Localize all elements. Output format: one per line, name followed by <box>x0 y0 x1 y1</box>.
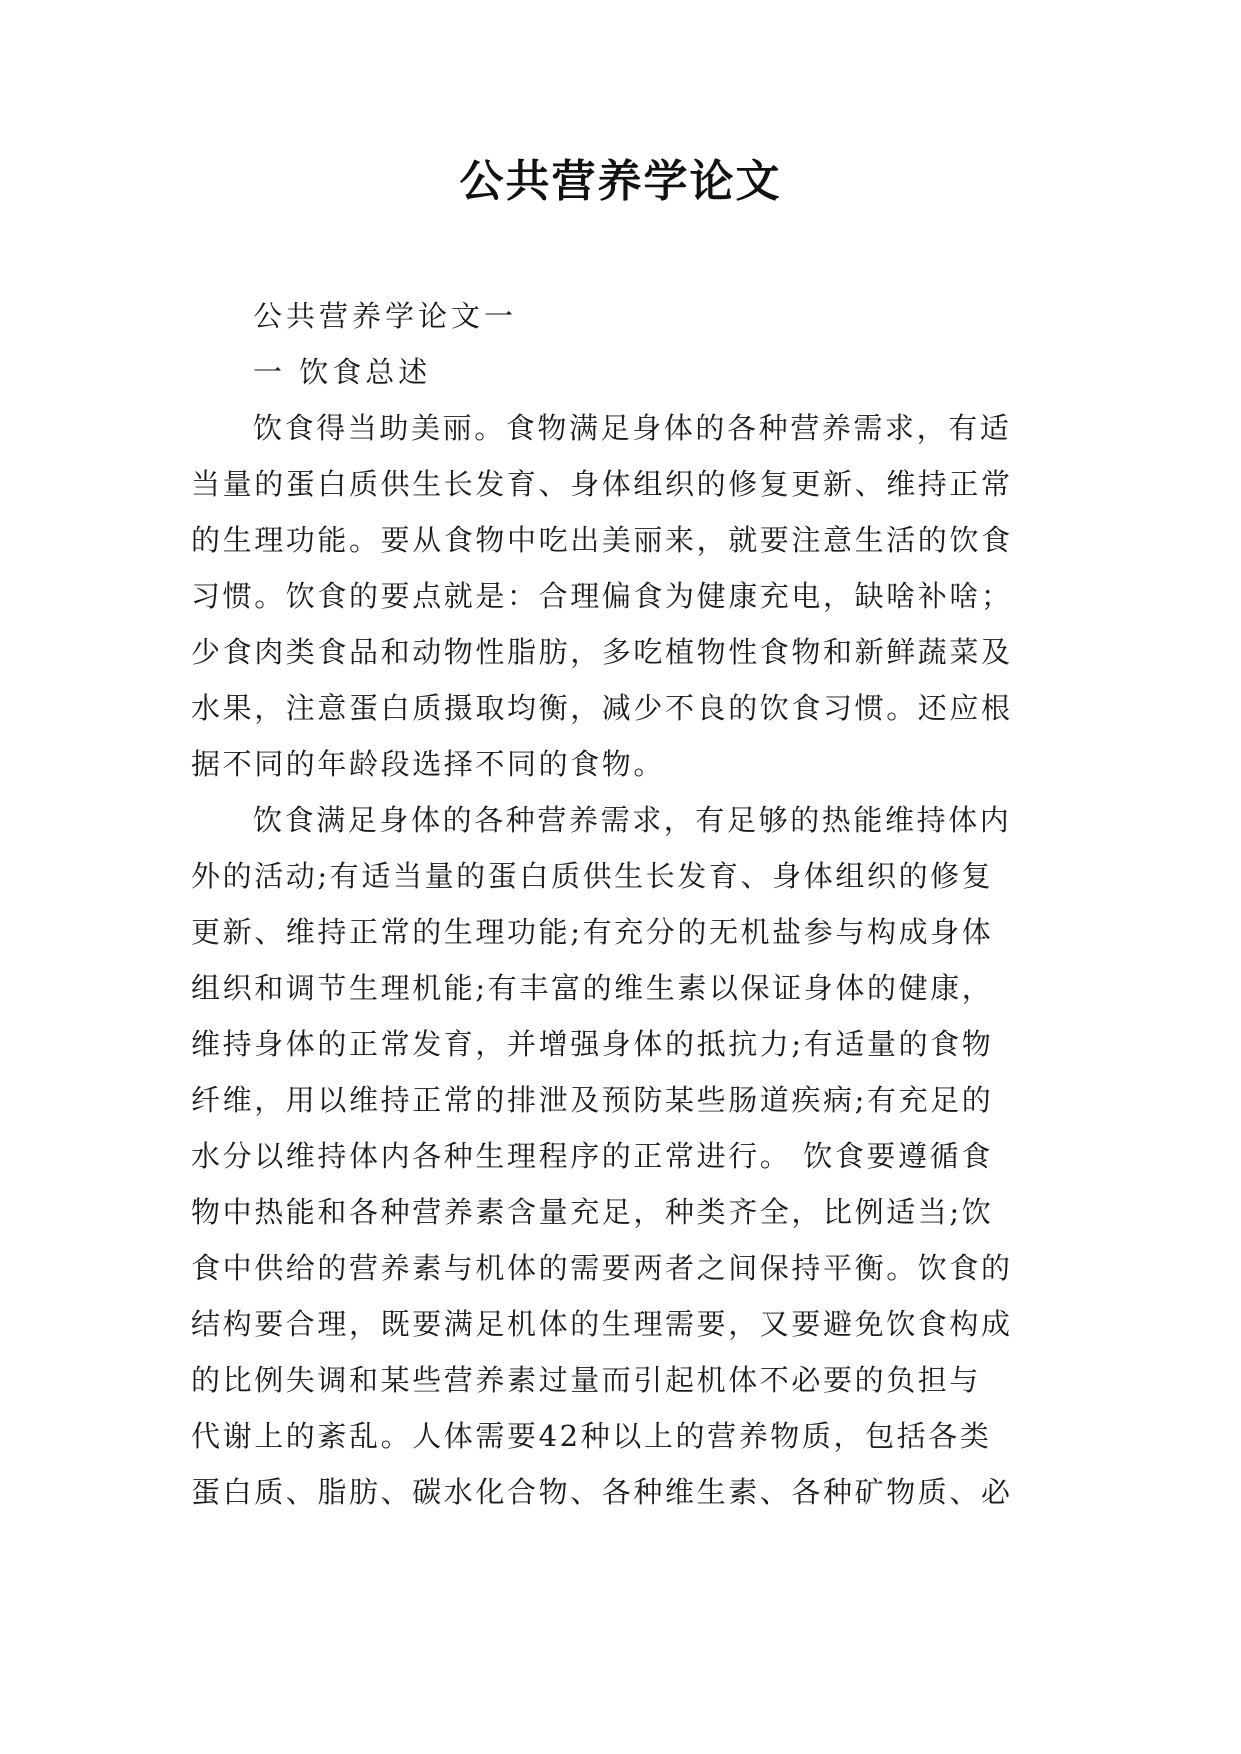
text-line: 当量的蛋白质供生长发育、身体组织的修复更新、维持正常 <box>191 467 1013 501</box>
text-line: 结构要合理，既要满足机体的生理需要，又要避免饮食构成 <box>191 1307 1013 1341</box>
text-line: 饮食满足身体的各种营养需求，有足够的热能维持体内 <box>253 803 1012 837</box>
text-line: 物中热能和各种营养素含量充足，种类齐全，比例适当;饮 <box>191 1195 994 1229</box>
text-line: 纤维，用以维持正常的排泄及预防某些肠道疾病;有充足的 <box>191 1083 994 1117</box>
text-line: 更新、维持正常的生理功能;有充分的无机盐参与构成身体 <box>191 915 994 949</box>
text-line: 水分以维持体内各种生理程序的正常进行。 饮食要遵循食 <box>191 1139 993 1173</box>
document-body <box>191 288 1053 1520</box>
text-line: 食中供给的营养素与机体的需要两者之间保持平衡。饮食的 <box>191 1251 1013 1285</box>
text-line: 据不同的年龄段选择不同的食物。 <box>191 747 666 781</box>
text-line: 的生理功能。要从食物中吃出美丽来，就要注意生活的饮食 <box>191 523 1013 557</box>
text-line: 组织和调节生理机能;有丰富的维生素以保证身体的健康， <box>191 971 994 1005</box>
text-line: 公共营养学论文一 <box>253 299 518 333</box>
document-title: 公共营养学论文 <box>459 156 782 207</box>
text-line: 的比例失调和某些营养素过量而引起机体不必要的负担与 <box>191 1363 982 1397</box>
text-line: 习惯。饮食的要点就是：合理偏食为健康充电，缺啥补啥； <box>191 579 1013 613</box>
text-line: 蛋白质、脂肪、碳水化合物、各种维生素、各种矿物质、必 <box>191 1475 1013 1509</box>
text-line: 饮食得当助美丽。食物满足身体的各种营养需求，有适 <box>253 411 1012 445</box>
text-line: 水果，注意蛋白质摄取均衡，减少不良的饮食习惯。还应根 <box>191 691 1013 725</box>
text-line: 维持身体的正常发育，并增强身体的抵抗力;有适量的食物 <box>191 1027 994 1061</box>
text-line: 一 饮食总述 <box>253 355 432 389</box>
text-line: 少食肉类食品和动物性脂肪，多吃植物性食物和新鲜蔬菜及 <box>191 635 1013 669</box>
text-line: 代谢上的紊乱。人体需要42种以上的营养物质，包括各类 <box>191 1419 992 1453</box>
text-line: 外的活动;有适当量的蛋白质供生长发育、身体组织的修复 <box>191 859 994 893</box>
